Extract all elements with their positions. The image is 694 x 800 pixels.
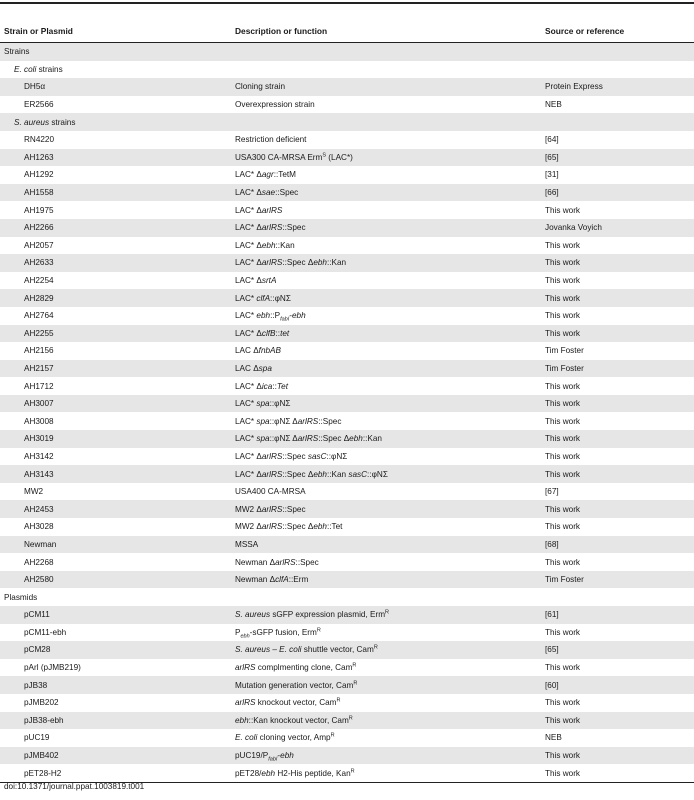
source: [65] [541, 641, 694, 659]
table-row [0, 465, 694, 483]
source: [61] [541, 606, 694, 624]
description: LAC* spa::φNΣ [231, 395, 541, 413]
source: Protein Express [541, 78, 694, 96]
table-row [0, 377, 694, 395]
section-row [0, 61, 694, 79]
description: pET28/ebh H2-His peptide, Kan$^R$ [231, 764, 541, 782]
table-row [0, 483, 694, 501]
strain-name: DH5α [0, 78, 231, 96]
table-row [0, 747, 694, 765]
description: Restriction deficient [235, 135, 307, 145]
strain-name: AH3143 [0, 465, 231, 483]
strain-name: pArl (pJMB219) [24, 663, 81, 673]
description: LAC ΔfnbAB [235, 346, 281, 356]
strain-name: Newman [0, 536, 231, 554]
strain-name: AH1975 [24, 205, 54, 215]
top-rule [0, 2, 694, 4]
table-row [0, 254, 694, 272]
strain-name: AH2266 [0, 219, 231, 237]
strain-name: pCM11 [0, 606, 231, 624]
description: LAC* spa::φNΣ ΔarlRS::Spec [235, 416, 342, 426]
strains-plasmids-table [0, 20, 694, 783]
source: This work [541, 747, 694, 765]
source: This work [541, 500, 694, 518]
source: This work [545, 381, 581, 391]
section-row [0, 43, 694, 61]
strain-name: pET28-H2 [0, 764, 231, 782]
description: MSSA [231, 536, 541, 554]
strain-name: AH2157 [0, 360, 231, 378]
strain-name: AH1292 [24, 170, 54, 180]
source: This work [545, 627, 581, 637]
table-row [0, 553, 694, 571]
description: Overexpression strain [235, 100, 315, 110]
strain-name: pUC19 [24, 733, 50, 743]
source: This work [545, 311, 581, 321]
description: LAC* Δsae::Spec [231, 184, 541, 202]
description: LAC* ΔsrtA [235, 276, 277, 286]
description: LAC* ΔarlRS::Spec Δebh::Kan [231, 254, 541, 272]
description: E. coli cloning vector, Amp$^R$ [235, 732, 335, 743]
strain-name: AH2268 [24, 557, 54, 567]
section-row [0, 113, 694, 131]
table-header-row [0, 20, 694, 43]
table-row [0, 536, 694, 554]
description: $pUC19/P_{fabI}$-ebh [231, 747, 541, 765]
description: LAC* ΔarlRS::Spec sasC::φNΣ [235, 451, 348, 461]
strain-name: AH2580 [0, 571, 231, 589]
description: LAC* spa::φNΣ ΔarlRS::Spec Δebh::Kan [231, 430, 541, 448]
strain-name: pJB38 [0, 676, 231, 694]
source: NEB [545, 100, 562, 110]
doi-footer: doi:10.1371/journal.ppat.1003819.t001 [4, 782, 145, 791]
source: Tim Foster [545, 346, 584, 356]
table-row [0, 395, 694, 413]
table-row [0, 272, 694, 290]
subsection-heading: E. coli strains [14, 64, 63, 74]
source: Tim Foster [541, 360, 694, 378]
strain-name: MW2 [24, 487, 44, 497]
source: This work [541, 764, 694, 782]
table-row [0, 360, 694, 378]
header-strain: Strain or Plasmid [0, 20, 231, 43]
table-row [0, 606, 694, 624]
source: This work [545, 522, 581, 532]
source: This work [541, 430, 694, 448]
source: [60] [541, 676, 694, 694]
table-row [0, 78, 694, 96]
description: Cloning strain [231, 78, 541, 96]
strain-name: AH1263 [0, 149, 231, 167]
subsection-heading: S. aureus strains [0, 113, 694, 131]
table-row [0, 166, 694, 184]
source: This work [541, 465, 694, 483]
strain-name: AH2255 [0, 325, 231, 343]
table-row [0, 201, 694, 219]
strain-name: AH3142 [24, 451, 54, 461]
table-row [0, 676, 694, 694]
description: MW2 ΔarlRS::Spec [231, 500, 541, 518]
description: Newman ΔarlRS::Spec [235, 557, 319, 567]
table-row [0, 729, 694, 747]
strain-name: AH1712 [24, 381, 54, 391]
source: This work [545, 416, 581, 426]
description: LAC* $ebh::P_{fabI}$-ebh [235, 311, 306, 323]
strain-name: AH2254 [24, 276, 54, 286]
source: [67] [545, 487, 559, 497]
source: This work [541, 395, 694, 413]
source: This work [541, 712, 694, 730]
description: LAC Δspa [231, 360, 541, 378]
source: This work [545, 698, 581, 708]
table-row [0, 289, 694, 307]
description: LAC* Δica::Tet [235, 381, 288, 391]
table-row [0, 659, 694, 677]
description: ebh::Kan knockout vector, Cam$^R$ [231, 712, 541, 730]
source: This work [541, 325, 694, 343]
strain-name: AH2633 [0, 254, 231, 272]
table-row [0, 219, 694, 237]
source: This work [545, 451, 581, 461]
header-source: Source or reference [541, 20, 694, 43]
source: [68] [541, 536, 694, 554]
table-row [0, 412, 694, 430]
source: This work [545, 276, 581, 286]
strain-name: AH2057 [24, 240, 54, 250]
source: [64] [545, 135, 559, 145]
description: Newman ΔclfA::Erm [231, 571, 541, 589]
strain-name: pCM11-ebh [24, 627, 67, 637]
table-row [0, 430, 694, 448]
table-row [0, 571, 694, 589]
strain-name: AH3028 [24, 522, 54, 532]
source: Tim Foster [541, 571, 694, 589]
strain-name: AH2156 [24, 346, 54, 356]
table-row [0, 149, 694, 167]
table-row [0, 325, 694, 343]
description: LAC* ΔarlRS [235, 205, 283, 215]
strain-name: AH3007 [0, 395, 231, 413]
table-row [0, 500, 694, 518]
section-heading: Strains [0, 43, 694, 61]
strain-name: pJMB202 [24, 698, 59, 708]
source: This work [541, 254, 694, 272]
description: S. aureus sGFP expression plasmid, Erm$^R$ [231, 606, 541, 624]
description: S. aureus – E. coli shuttle vector, Cam$^R$ [231, 641, 541, 659]
source: This work [545, 240, 581, 250]
strain-name: AH2453 [0, 500, 231, 518]
strain-name: ER2566 [24, 100, 54, 110]
source: This work [545, 205, 581, 215]
table-row [0, 694, 694, 712]
strain-name: AH1558 [0, 184, 231, 202]
description: $P_{ebh}$-sGFP fusion, Erm$^R$ [235, 627, 321, 640]
table-row [0, 641, 694, 659]
source: NEB [545, 733, 562, 743]
table-body [0, 43, 694, 783]
table-row [0, 237, 694, 255]
description: LAC* Δagr::TetM [235, 170, 296, 180]
strain-name: AH3008 [24, 416, 54, 426]
strain-name: AH2764 [24, 311, 54, 321]
table-row [0, 342, 694, 360]
table-row [0, 624, 694, 642]
table-row [0, 764, 694, 782]
description: LAC* ΔclfB::tet [231, 325, 541, 343]
table-row [0, 307, 694, 325]
table-row [0, 96, 694, 114]
table-row [0, 448, 694, 466]
strain-name: pCM28 [0, 641, 231, 659]
description: LAC* Δebh::Kan [235, 240, 295, 250]
strain-name: AH3019 [0, 430, 231, 448]
strain-name: RN4220 [24, 135, 55, 145]
section-row [0, 588, 694, 606]
table-row [0, 184, 694, 202]
strain-name: pJB38-ebh [0, 712, 231, 730]
table-row [0, 518, 694, 536]
description: arlRS knockout vector, Cam$^R$ [235, 697, 341, 708]
strain-name: AH2829 [0, 289, 231, 307]
source: Jovanka Voyich [541, 219, 694, 237]
description: USA300 CA-MRSA Erm$^S$ (LAC*) [231, 149, 541, 167]
strain-name: pJMB402 [0, 747, 231, 765]
description: MW2 ΔarlRS::Spec Δebh::Tet [235, 522, 343, 532]
description: arlRS complmenting clone, Cam$^R$ [235, 662, 357, 673]
table-row [0, 712, 694, 730]
description: LAC* clfA::φNΣ [231, 289, 541, 307]
section-heading: Plasmids [4, 592, 38, 602]
description: Mutation generation vector, Cam$^R$ [231, 676, 541, 694]
source: This work [541, 289, 694, 307]
table-row [0, 131, 694, 149]
description: LAC* ΔarlRS::Spec [231, 219, 541, 237]
source: This work [545, 663, 581, 673]
source: This work [545, 557, 581, 567]
description: USA400 CA-MRSA [235, 487, 306, 497]
source: [66] [541, 184, 694, 202]
description: LAC* ΔarlRS::Spec Δebh::Kan sasC::φNΣ [231, 465, 541, 483]
header-description: Description or function [231, 20, 541, 43]
source: [65] [541, 149, 694, 167]
source: [31] [545, 170, 559, 180]
